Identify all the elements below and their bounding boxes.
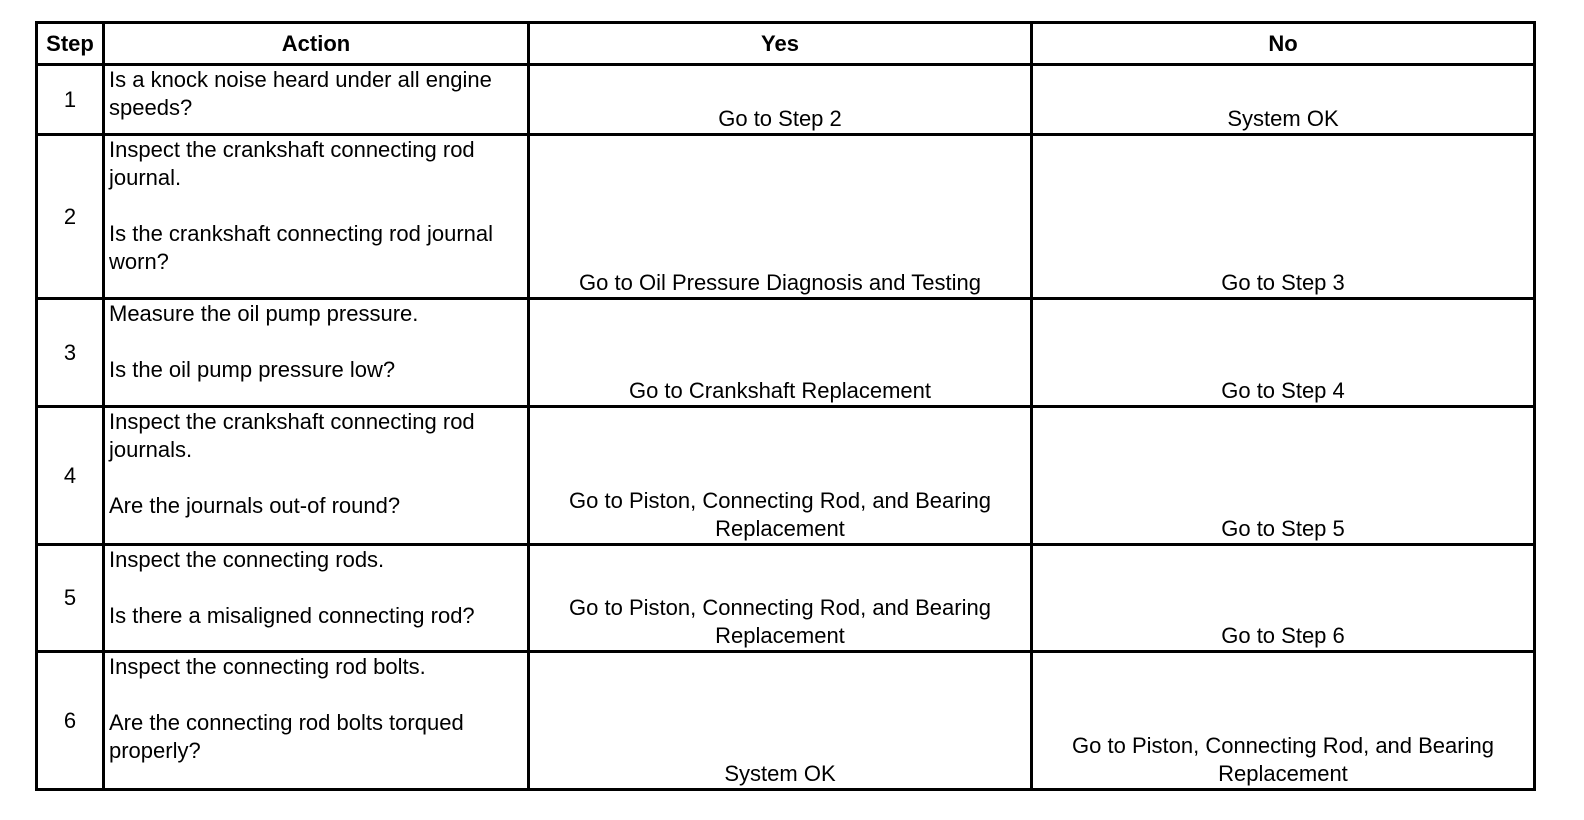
table-row — [37, 545, 1535, 652]
action-spacer — [109, 681, 523, 709]
action-instruction: Inspect the crankshaft connecting rod journal. — [109, 137, 475, 190]
yes-result: Go to Crankshaft Replacement — [628, 378, 932, 403]
yes-result: Go to Piston, Connecting Rod, and Bearing Replacement — [569, 488, 991, 541]
no-result: Go to Step 5 — [1221, 516, 1345, 541]
no-cell — [1032, 299, 1535, 407]
yes-cell — [529, 299, 1032, 407]
step-number: 3 — [37, 299, 104, 407]
no-result: System OK — [1227, 106, 1339, 131]
yes-result: System OK — [724, 761, 836, 786]
action-instruction: Measure the oil pump pressure. — [109, 301, 419, 326]
yes-result: Go to Oil Pressure Diagnosis and Testing — [579, 270, 981, 295]
yes-result: Go to Piston, Connecting Rod, and Bearing Replacement — [569, 595, 991, 648]
no-cell — [1032, 545, 1535, 652]
yes-cell — [529, 652, 1032, 790]
action-spacer — [109, 192, 523, 220]
yes-cell — [529, 65, 1032, 135]
no-cell — [1032, 135, 1535, 299]
no-cell — [1032, 65, 1535, 135]
action-cell — [104, 299, 529, 407]
action-question: Is the oil pump pressure low? — [109, 357, 396, 382]
table-row — [37, 407, 1535, 545]
action-question: Are the connecting rod bolts torqued properly? — [109, 710, 464, 763]
action-cell — [104, 652, 529, 790]
step-number: 4 — [37, 407, 104, 545]
no-result: Go to Step 6 — [1221, 623, 1345, 648]
no-result: Go to Step 4 — [1221, 378, 1345, 403]
header-step: Step — [37, 23, 104, 65]
action-spacer — [109, 464, 523, 492]
action-instruction: Inspect the connecting rods. — [109, 547, 385, 572]
step-number: 6 — [37, 652, 104, 790]
action-question: Are the journals out-of round? — [109, 493, 401, 518]
action-cell — [104, 407, 529, 545]
action-instruction: Inspect the crankshaft connecting rod journals. — [109, 409, 475, 462]
no-result: Go to Step 3 — [1221, 270, 1345, 295]
action-cell — [104, 135, 529, 299]
no-cell — [1032, 407, 1535, 545]
step-number: 2 — [37, 135, 104, 299]
diagnostic-table — [35, 21, 1536, 791]
table-row — [37, 652, 1535, 790]
action-cell — [104, 65, 529, 135]
header-action: Action — [104, 23, 529, 65]
yes-result: Go to Step 2 — [718, 106, 842, 131]
table-row — [37, 65, 1535, 135]
action-cell — [104, 545, 529, 652]
yes-cell — [529, 545, 1032, 652]
header-yes: Yes — [529, 23, 1032, 65]
table-row — [37, 135, 1535, 299]
header-row — [37, 23, 1535, 65]
no-result: Go to Piston, Connecting Rod, and Bearing Replacement — [1072, 733, 1494, 786]
header-no: No — [1032, 23, 1535, 65]
action-question: Is a knock noise heard under all engine speeds? — [109, 67, 492, 120]
step-number: 5 — [37, 545, 104, 652]
action-question: Is the crankshaft connecting rod journal worn? — [109, 221, 494, 274]
no-cell — [1032, 652, 1535, 790]
step-number: 1 — [37, 65, 104, 135]
action-instruction: Inspect the connecting rod bolts. — [109, 654, 426, 679]
table-row — [37, 299, 1535, 407]
action-spacer — [109, 328, 523, 356]
action-spacer — [109, 574, 523, 602]
yes-cell — [529, 135, 1032, 299]
yes-cell — [529, 407, 1032, 545]
action-question: Is there a misaligned connecting rod? — [109, 603, 475, 628]
